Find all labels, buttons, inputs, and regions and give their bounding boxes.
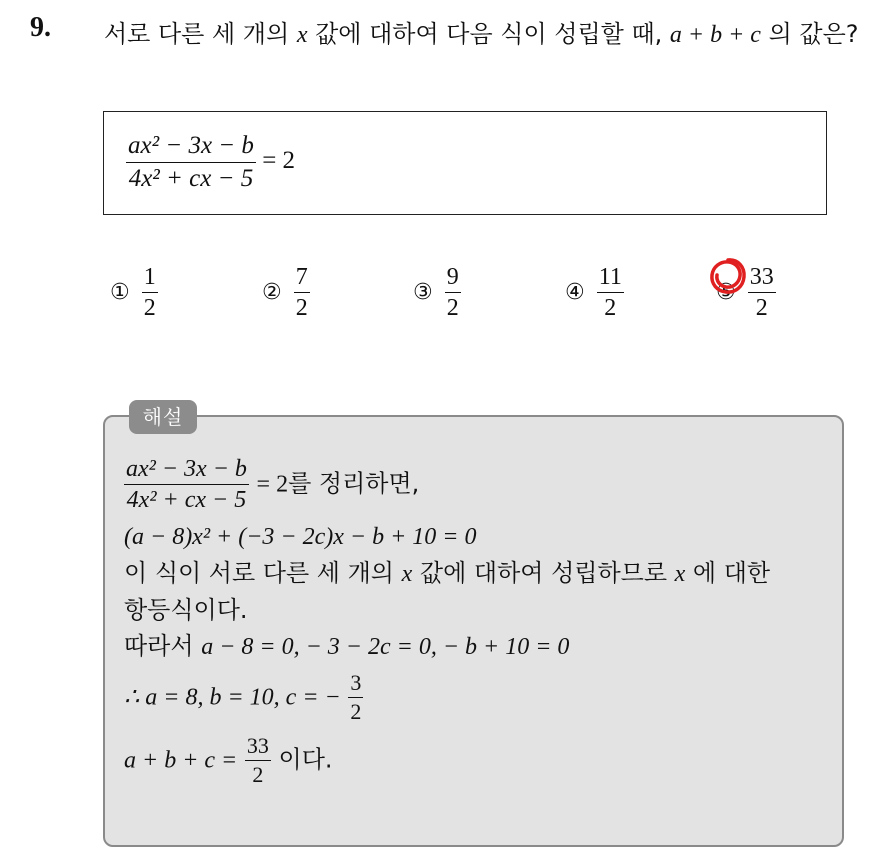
solution-line-2: (a − 8)x² + (−3 − 2c)x − b + 10 = 0 — [124, 524, 477, 550]
choice-3[interactable]: ③ $\frac{9}{2}$ — [413, 264, 459, 321]
answer-circle-icon — [708, 256, 748, 296]
choice-4[interactable]: ④ $\frac{11}{2}$ — [565, 264, 622, 321]
solution-line-1: $\frac{\text{ax² − 3x − b}}{\text{4x² + cx − 5}}$ = 2를 정리하면, — [126, 456, 420, 513]
equation-fraction: $\frac{\text{ax² − 3x − b}}{\text{4x² + cx − 5}}$ — [126, 130, 256, 195]
solution-line-4: 항등식이다. — [124, 596, 248, 624]
solution-line-5: 따라서 a − 8 = 0, − 3 − 2c = 0, − b + 10 = 0 — [124, 632, 570, 660]
choice-5[interactable]: ⑤ $\frac{33}{2}$ — [716, 262, 776, 323]
choice-2[interactable]: ② $\frac{7}{2}$ — [262, 264, 308, 321]
equation: $\frac{\text{ax² − 3x − b}}{\text{4x² + cx − 5}}$ = 2 — [126, 130, 295, 195]
solution-tag: 해설 — [129, 400, 197, 434]
question-text: 서로 다른 세 개의 x 값에 대하여 다음 식이 성립할 때, a + b + c 의 값은? — [104, 20, 859, 48]
solution-line-3: 이 식이 서로 다른 세 개의 x 값에 대하여 성립하므로 x 에 대한 — [124, 559, 771, 587]
choice-1[interactable]: ① $\frac{1}{2}$ — [110, 264, 156, 321]
solution-body — [124, 454, 836, 789]
equation-box — [103, 111, 827, 215]
solution-line-6: ∴ a = 8, b = 10, c = − $\frac{3}{2}$ — [124, 670, 362, 724]
question-number: 9. — [30, 12, 51, 43]
solution-line-7: a + b + c = $\frac{33}{2}$ 이다. — [124, 733, 333, 787]
